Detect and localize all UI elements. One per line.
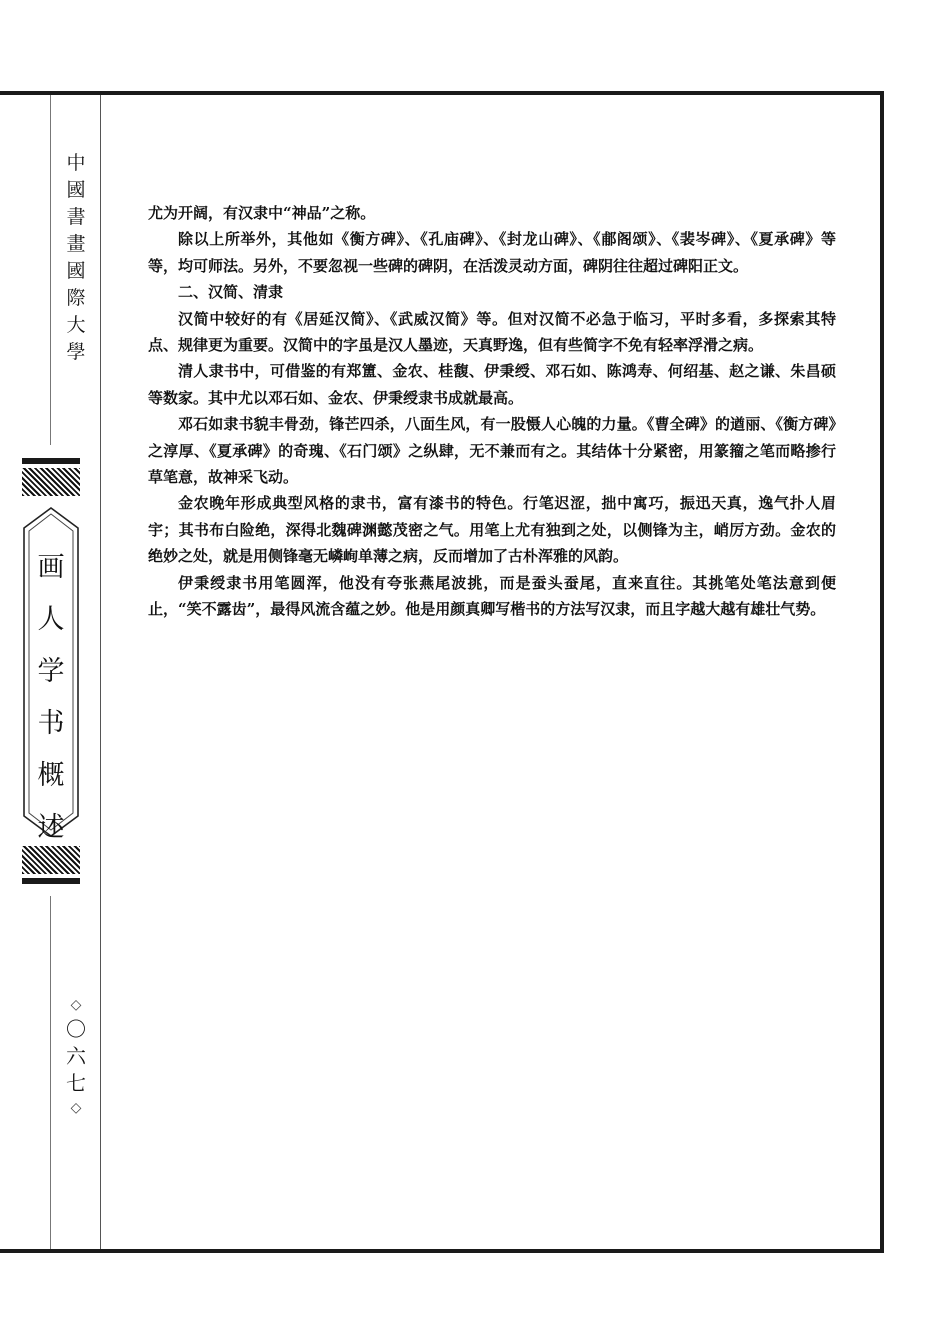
series-title-char: 畫: [66, 233, 86, 255]
section-heading: 二、汉简、清隶: [178, 283, 284, 302]
body-text: [148, 200, 836, 623]
book-title-char: 书: [37, 708, 65, 739]
frame-bottom-border: [0, 1249, 884, 1253]
series-title-char: 學: [66, 341, 86, 363]
series-title-char: 國: [66, 179, 86, 201]
spine-bar-top: [22, 458, 80, 464]
spine-bar-bottom: [22, 878, 80, 884]
paragraph: 伊秉绶隶书用笔圆浑，他没有夸张燕尾波挑，而是蚕头蚕尾，直来直往。其挑笔处笔法意到便止，“笑不露齿”，最得风流含蕴之妙。他是用颜真卿写楷书的方法写汉隶，而且字越大越有雄壮气势。: [148, 573, 836, 619]
paragraph: 邓石如隶书貌丰骨劲，锋芒四杀，八面生风，有一股慑人心魄的力量。《曹全碑》的遒丽、《衡方碑》之淳厚、《夏承碑》的奇瑰、《石门颂》之纵肆，无不兼而有之。其结体十分紧密，用篆籀之笔而略掺行草笔意，故神采飞动。: [148, 415, 836, 487]
spine-hatch-bottom: [22, 846, 80, 874]
book-title-char: 画: [37, 552, 65, 583]
series-title-char: 國: [66, 260, 86, 282]
book-title-char: 概: [37, 760, 65, 791]
paragraph: 汉简中较好的有《居延汉简》、《武威汉简》等。但对汉简不必急于临习，平时多看，多探索其特点、规律更为重要。汉简中的字虽是汉人墨迹，天真野逸，但有些简字不免有轻率浮滑之病。: [148, 309, 836, 355]
spine-rule-bottom: [50, 896, 51, 1249]
book-title-label: [22, 506, 80, 843]
series-title-char: 書: [66, 206, 86, 228]
paragraph: 除以上所举外，其他如《衡方碑》、《孔庙碑》、《封龙山碑》、《郙阁颂》、《裴岑碑》、《夏承碑》等等，均可师法。另外，不要忽视一些碑的碑阴，在活泼灵动方面，碑阴往往超过碑阳正文。: [148, 230, 836, 275]
paragraph: 尤为开阔，有汉隶中“神品”之称。: [148, 204, 376, 222]
spine-rule-top: [50, 95, 51, 445]
series-title-char: 中: [66, 152, 86, 174]
paragraph: 金农晚年形成典型风格的隶书，富有漆书的特色。行笔迟涩，拙中寓巧，振迅天真，逸气扑人眉宇；其书布白险绝，深得北魏碑渊懿茂密之气。用笔上尤有独到之处，以侧锋为主，峭厉方劲。金农的绝妙之处，就是用侧锋毫无嶙峋单薄之病，反而增加了古朴浑雅的风韵。: [148, 494, 836, 566]
frame-inner-left-border: [100, 95, 101, 1249]
page-number-digit: 七: [66, 1071, 86, 1095]
frame-top-border: [0, 91, 884, 95]
page-number: [60, 994, 92, 1119]
spine-hatch-top: [22, 468, 80, 496]
book-title-char: 学: [37, 656, 65, 687]
series-title-char: 大: [66, 314, 86, 336]
page-number-digit: 六: [66, 1044, 86, 1068]
page-number-digit: 〇: [66, 1017, 86, 1041]
book-title: [22, 542, 80, 854]
book-title-char: 人: [37, 604, 65, 635]
series-title-char: 際: [66, 287, 86, 309]
book-title-char: 述: [37, 812, 65, 843]
paragraph: 清人隶书中，可借鉴的有郑簠、金农、桂馥、伊秉绶、邓石如、陈鸿寿、何绍基、赵之谦、朱昌硕等数家。其中尤以邓石如、金农、伊秉绶隶书成就最高。: [148, 362, 836, 407]
diamond-icon: ◇: [70, 997, 82, 1013]
diamond-icon: ◇: [70, 1100, 82, 1116]
series-title: [60, 150, 92, 366]
frame-right-border: [880, 91, 884, 1253]
